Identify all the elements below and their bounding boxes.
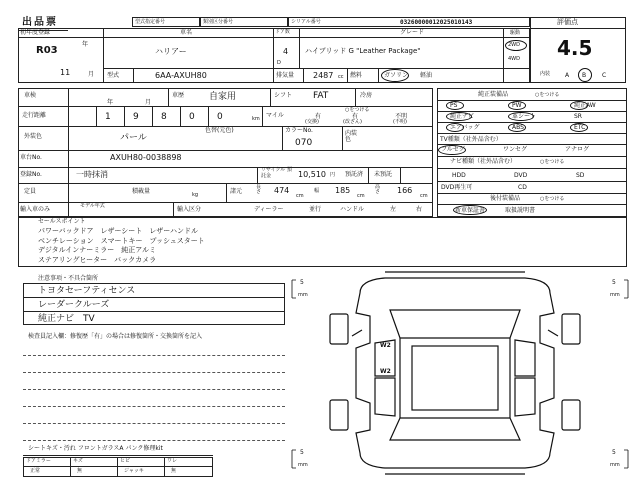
serial-number: 0326000001202501014З <box>400 19 473 26</box>
type-number-field: 型式指定番号 <box>132 17 200 27</box>
registration-year: R03 <box>36 45 58 56</box>
model-label: 型式 <box>107 72 120 79</box>
grade: ハイブリッド G "Leather Package" <box>305 47 421 55</box>
equip-item: ETC <box>574 124 586 131</box>
tv-item: フルセグ <box>441 146 465 153</box>
car-diagram <box>290 268 630 478</box>
equip-item: PS <box>450 102 458 109</box>
car-name: ハリアー <box>155 47 187 56</box>
class-number-field: 類別区分番号 <box>200 17 288 27</box>
vehicle-use: 自家用 <box>209 92 237 102</box>
mileage-divider <box>96 106 97 126</box>
tv-item: アナログ <box>565 146 590 153</box>
legend-value: 正常 <box>30 468 41 474</box>
car-name-label: 車名 <box>180 29 193 36</box>
page-title: 出品票 <box>22 17 58 28</box>
mileage-divider <box>124 106 125 126</box>
later-item: 新車保証書 <box>455 207 486 214</box>
legend-value: 無 <box>171 468 177 474</box>
exterior-color: パール <box>120 133 147 143</box>
mileage-divider <box>208 106 209 126</box>
mileage-digit: 1 <box>105 112 111 122</box>
tv-item: ワンセグ <box>503 146 528 153</box>
first-registration-label: 初年度登録 <box>20 29 51 36</box>
equip-item: ABS <box>512 124 524 131</box>
width: 185 <box>335 186 351 195</box>
score-value: 4.5 <box>557 36 593 60</box>
nav-item: SD <box>576 172 585 179</box>
note-2: レーダークルーズ <box>38 300 110 310</box>
equip-item: 純正ナビ <box>450 113 475 120</box>
interior-grade: B <box>582 72 587 79</box>
later-item: 取扱説明書 <box>505 207 536 214</box>
inspector-note: 検査員記入欄：修復歴「有」の場合は修復箇所・交換箇所を記入 <box>28 333 203 340</box>
serial-field: シリアル番号 <box>288 17 530 27</box>
equip-item: 革シート <box>512 113 537 120</box>
registration-number: 一時抹消 <box>76 170 108 179</box>
damage-mark-2: W2 <box>380 368 391 375</box>
score-label: 評価点 <box>557 18 578 26</box>
fuel-gasoline: ガソリン <box>384 72 409 79</box>
equip-item: エアバッグ <box>450 124 480 131</box>
sales-point: ベンチレーション スマートキー プッシュスタート <box>38 236 205 245</box>
mileage-divider <box>180 106 181 126</box>
shift-type: FAT <box>313 91 329 101</box>
mileage-divider <box>152 106 153 126</box>
legend-header: キズ <box>73 458 83 464</box>
nav-item: HDD <box>452 172 466 179</box>
equip-item: 純正AW <box>574 102 596 109</box>
color-number: 070 <box>295 138 313 148</box>
sales-point: デジタルインナーミラー 純正アルミ <box>38 246 156 254</box>
mileage-digit: 9 <box>133 112 139 122</box>
model-code: 6AA-AXUH80 <box>155 71 207 80</box>
legend-header: ヒビ <box>120 458 131 464</box>
grade-label: グレード <box>400 29 425 36</box>
legend-header: ドアミラー <box>26 458 51 464</box>
legend-value: 無 <box>77 468 83 474</box>
equipment-panel <box>437 88 627 217</box>
legend-header: ワレ <box>167 458 178 464</box>
legend-table <box>23 457 213 477</box>
sales-point: パワーバックドア レザーシート レザーハンドル <box>38 227 198 235</box>
length: 474 <box>274 186 290 195</box>
note-1: トヨタセーフティセンス <box>38 286 136 296</box>
sales-point: ステアリングヒーター バックカメラ <box>38 255 157 264</box>
registration-month: 11 <box>60 68 71 77</box>
displacement: 2487 <box>313 71 334 80</box>
equip-item: SR <box>574 113 582 120</box>
damage-mark-1: W2 <box>380 342 391 349</box>
recycle-fee: 10,510 <box>298 170 326 179</box>
drive-2wd: 2WD <box>508 42 520 48</box>
nav-item: DVD <box>514 172 528 179</box>
door-count: 4 <box>283 47 289 56</box>
chassis-number: AXUH80-0038898 <box>110 153 182 162</box>
drive-4wd: 4WD <box>508 56 520 62</box>
mileage-digit: 8 <box>161 112 167 122</box>
equip-item: PW <box>512 102 522 109</box>
seat-condition: シートキズ・汚れ フロントガラスA パンク修理kit <box>28 445 163 452</box>
height: 166 <box>397 186 413 195</box>
legend-value: ジャッキ <box>124 468 144 474</box>
mileage-digit: 0 <box>217 112 223 122</box>
mileage-digit: 0 <box>189 112 195 122</box>
note-3: 純正ナビ TV <box>38 314 95 324</box>
